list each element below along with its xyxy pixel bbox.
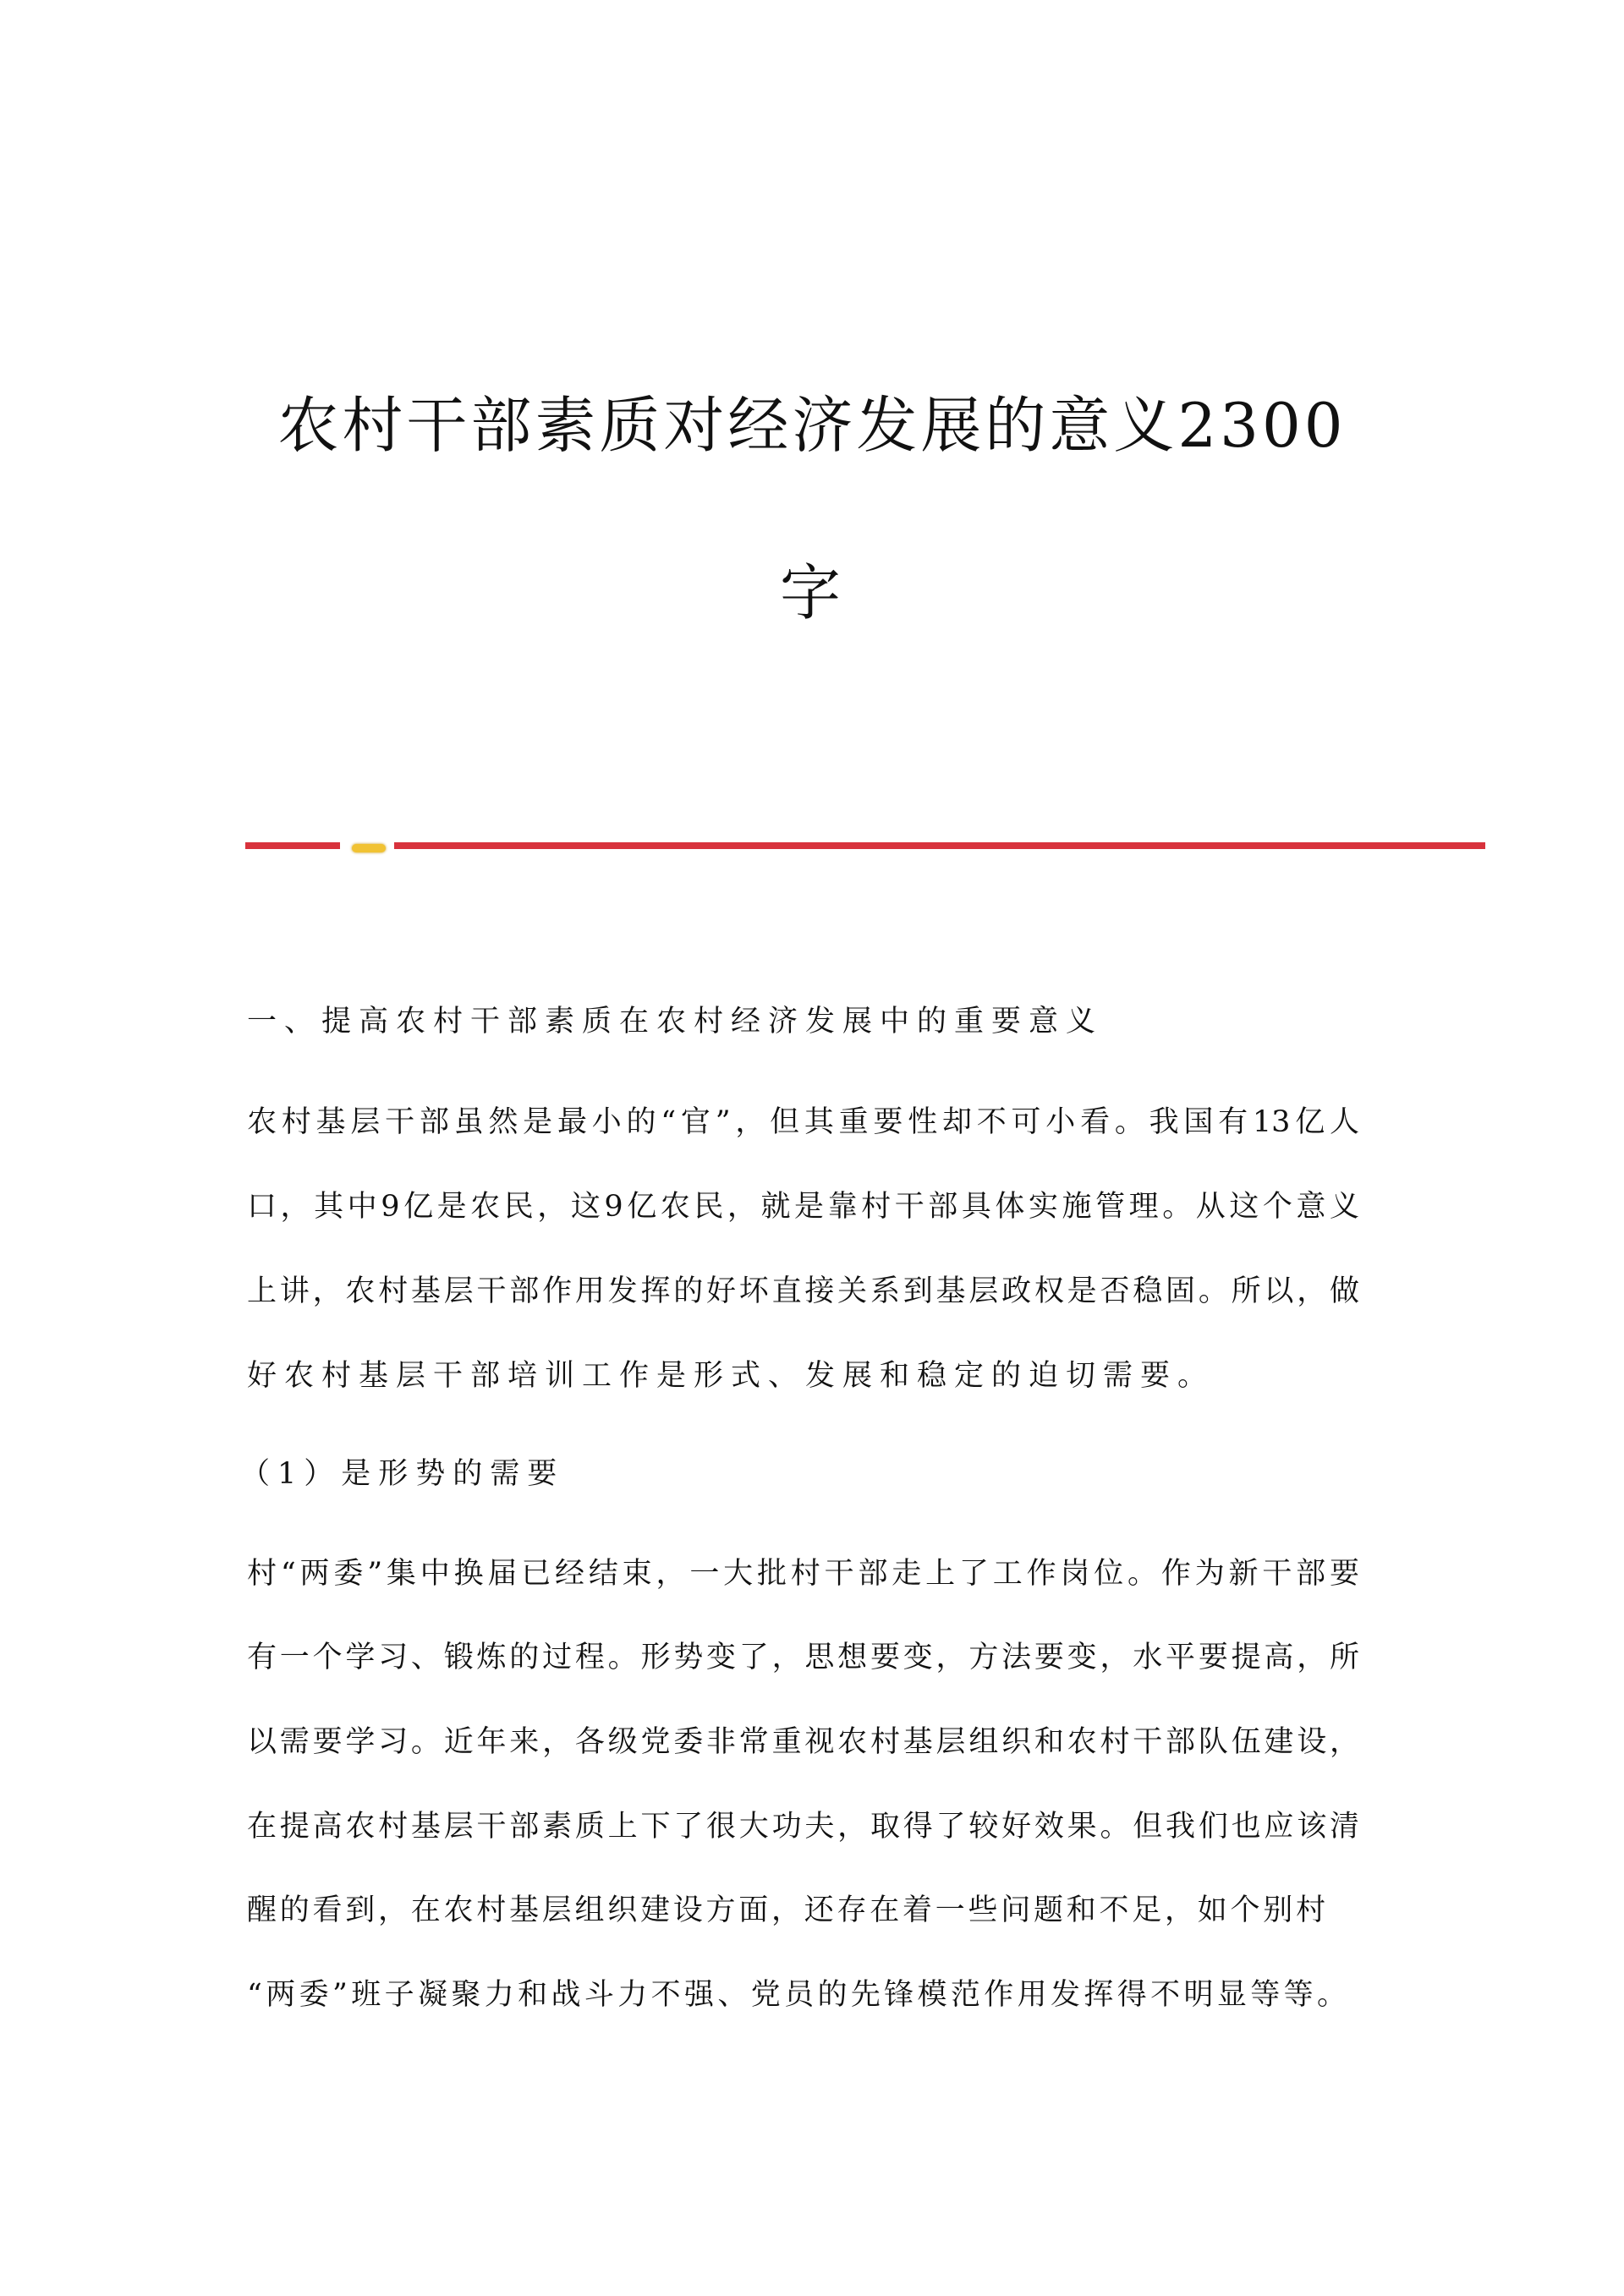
paragraph-line: 在提高农村基层干部素质上下了很大功夫，取得了较好效果。但我们也应该清 <box>247 1810 1359 1844</box>
paragraph-line: 村“两委”集中换届已经结束，一大批村干部走上了工作岗位。作为新干部要 <box>247 1557 1359 1591</box>
paragraph-line: 上讲，农村基层干部作用发挥的好坏直接关系到基层政权是否稳固。所以，做 <box>247 1274 1359 1308</box>
document-title-line-1: 农村干部素质对经济发展的意义2300 <box>277 390 1347 461</box>
subheading: （1）是形势的需要 <box>240 1457 565 1491</box>
divider-left-segment <box>245 842 340 849</box>
section-heading: 一、提高农村干部素质在农村经济发展中的重要意义 <box>247 1005 1104 1038</box>
paragraph-line: 以需要学习。近年来，各级党委非常重视农村基层组织和农村干部队伍建设， <box>247 1725 1359 1759</box>
document-title-line-2: 字 <box>779 557 844 628</box>
paragraph-line: 好农村基层干部培训工作是形式、发展和稳定的迫切需要。 <box>247 1359 1215 1393</box>
paragraph-line: 醒的看到，在农村基层组织建设方面，还存在着一些问题和不足，如个别村 <box>247 1893 1325 1927</box>
paragraph-line: 有一个学习、锻炼的过程。形势变了，思想要变，方法要变，水平要提高，所 <box>247 1641 1359 1674</box>
divider-ornament-icon <box>352 844 386 852</box>
paragraph-line: 农村基层干部虽然是最小的“官”，但其重要性却不可小看。我国有13亿人 <box>247 1105 1359 1139</box>
divider-right-segment <box>394 842 1485 849</box>
paragraph-line: “两委”班子凝聚力和战斗力不强、党员的先锋模范作用发挥得不明显等等。 <box>247 1978 1347 2012</box>
paragraph-line: 口，其中9亿是农民，这9亿农民，就是靠村干部具体实施管理。从这个意义 <box>247 1190 1359 1224</box>
